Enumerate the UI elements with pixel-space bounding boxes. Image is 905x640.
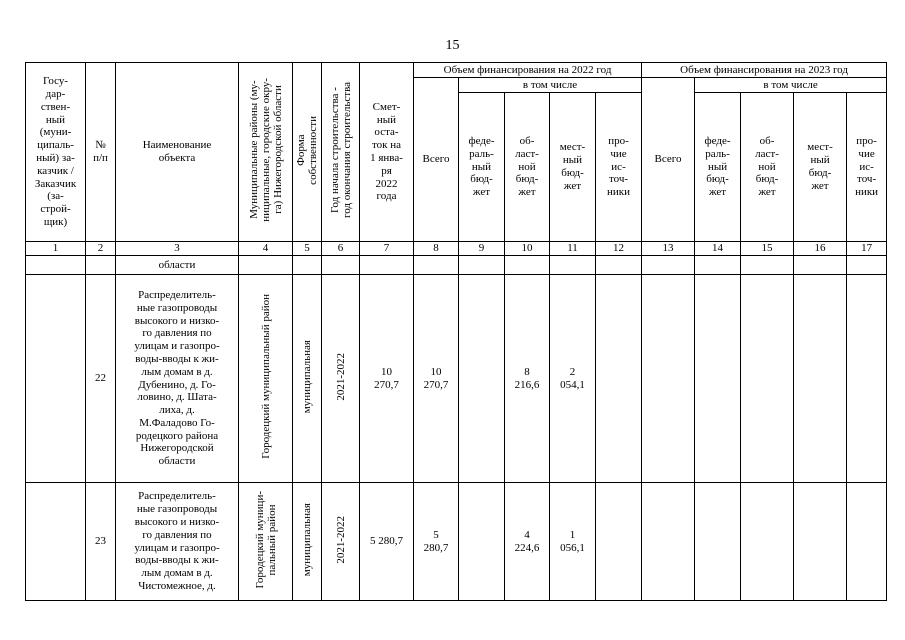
- years-cell: [322, 483, 360, 601]
- header-funding-2023: Объем финансирования на 2023 год: [642, 63, 887, 78]
- column-number: 8: [414, 242, 459, 256]
- federal-2022-value: [459, 483, 505, 601]
- header-years: [322, 63, 360, 242]
- object-name: Распределитель- ные газопроводы высокого и низко- го давления по улицам и газопро- воды-вводы к жи- лым домам в д. Дубенино, д. Го- ловино, д. Шата- лиха, д. М.Фаладово Го- родецкого района Нижегородской области: [116, 275, 239, 483]
- table-cell: [86, 256, 116, 275]
- table-cell: [847, 256, 887, 275]
- total-2022-value: 5 280,7: [414, 483, 459, 601]
- header-districts: [239, 63, 293, 242]
- federal-2022-value: [459, 275, 505, 483]
- table-cell: [26, 275, 86, 483]
- estimate-value: 5 280,7: [360, 483, 414, 601]
- column-number: 5: [293, 242, 322, 256]
- table-cell: [847, 275, 887, 483]
- table-cell: [642, 256, 695, 275]
- other-2022-value: [596, 275, 642, 483]
- table-cell: [741, 275, 794, 483]
- district-cell: [239, 483, 293, 601]
- regional-2022-value: 4 224,6: [505, 483, 550, 601]
- table-cell: [695, 256, 741, 275]
- header-local-2023: мест- ный бюд- жет: [794, 93, 847, 242]
- column-number: 4: [239, 242, 293, 256]
- column-number: 9: [459, 242, 505, 256]
- table-cell: [360, 256, 414, 275]
- table-cell: [695, 275, 741, 483]
- header-object-name: Наименование объекта: [116, 63, 239, 242]
- header-ownership: [293, 63, 322, 242]
- other-2022-value: [596, 483, 642, 601]
- column-number-row: [26, 242, 887, 256]
- ownership-text: муниципальная: [301, 339, 313, 414]
- table-cell: [794, 256, 847, 275]
- table-cell: [414, 256, 459, 275]
- header-other-2023: про- чие ис- точ- ники: [847, 93, 887, 242]
- page-number: 15: [445, 38, 460, 53]
- district-text: Городецкий муници- пальный район: [253, 490, 278, 589]
- table-cell: [642, 483, 695, 601]
- header-federal-2022: феде- раль- ный бюд- жет: [459, 93, 505, 242]
- regional-2022-value: 8 216,6: [505, 275, 550, 483]
- years-text: 2021-2022: [334, 352, 347, 401]
- table-cell: [741, 256, 794, 275]
- column-number: 17: [847, 242, 887, 256]
- header-federal-2023: феде- раль- ный бюд- жет: [695, 93, 741, 242]
- column-number: 10: [505, 242, 550, 256]
- column-number: 12: [596, 242, 642, 256]
- column-number: 11: [550, 242, 596, 256]
- table-cell: [239, 256, 293, 275]
- header-including-2022: в том числе: [459, 78, 642, 93]
- ownership-cell: [293, 275, 322, 483]
- header-other-2022: про- чие ис- точ- ники: [596, 93, 642, 242]
- years-cell: [322, 275, 360, 483]
- column-number: 1: [26, 242, 86, 256]
- table-cell: [596, 256, 642, 275]
- column-number: 16: [794, 242, 847, 256]
- local-2022-value: 1 056,1: [550, 483, 596, 601]
- header-regional-2023: об- ласт- ной бюд- жет: [741, 93, 794, 242]
- header-regional-2022: об- ласт- ной бюд- жет: [505, 93, 550, 242]
- table-cell: [459, 256, 505, 275]
- row-number: 22: [86, 275, 116, 483]
- table-cell: [847, 483, 887, 601]
- table-cell: [293, 256, 322, 275]
- row-number: 23: [86, 483, 116, 601]
- header-customer: Госу- дар- ствен- ный (муни- ципаль- ный) за- казчик / Заказчик (за- строй- щик): [26, 63, 86, 242]
- header-years-text: Год начала строительства - год окончания строительства: [328, 82, 353, 219]
- table-cell: [794, 483, 847, 601]
- district-text: Городецкий муниципальный район: [259, 294, 272, 459]
- header-districts-text: Муниципальные районы (му- ниципальные, городские окру- га) Нижегородской области: [247, 78, 284, 222]
- column-number: 3: [116, 242, 239, 256]
- continuation-row: [26, 256, 887, 275]
- header-funding-2022: Объем финансирования на 2022 год: [414, 63, 642, 78]
- column-number: 6: [322, 242, 360, 256]
- table-row: [26, 275, 887, 483]
- table-cell: [26, 483, 86, 601]
- years-text: 2021-2022: [334, 515, 347, 564]
- header-total-2023: Всего: [642, 78, 695, 242]
- district-cell: [239, 275, 293, 483]
- table-cell: [642, 275, 695, 483]
- header-total-2022: Всего: [414, 78, 459, 242]
- header-estimate: Смет- ный оста- ток на 1 янва- ря 2022 года: [360, 63, 414, 242]
- column-number: 13: [642, 242, 695, 256]
- column-number: 15: [741, 242, 794, 256]
- table-cell: [550, 256, 596, 275]
- ownership-text: муниципальная: [301, 502, 313, 577]
- column-number: 2: [86, 242, 116, 256]
- column-number: 14: [695, 242, 741, 256]
- header-including-2023: в том числе: [695, 78, 887, 93]
- table-cell: [695, 483, 741, 601]
- total-2022-value: 10 270,7: [414, 275, 459, 483]
- table-cell: [794, 275, 847, 483]
- column-number: 7: [360, 242, 414, 256]
- header-number: № п/п: [86, 63, 116, 242]
- local-2022-value: 2 054,1: [550, 275, 596, 483]
- table-cell: [322, 256, 360, 275]
- table-cell: [741, 483, 794, 601]
- estimate-value: 10 270,7: [360, 275, 414, 483]
- ownership-cell: [293, 483, 322, 601]
- table-row: [26, 483, 887, 601]
- funding-table: [25, 62, 887, 601]
- continuation-text: области: [116, 256, 239, 275]
- table-cell: [505, 256, 550, 275]
- header-row-1: [26, 63, 887, 78]
- table-cell: [26, 256, 86, 275]
- object-name: Распределитель- ные газопроводы высокого и низко- го давления по улицам и газопро- воды-вводы к жи- лым домам в д. Чистомежное, д.: [116, 483, 239, 601]
- header-local-2022: мест- ный бюд- жет: [550, 93, 596, 242]
- header-ownership-text: Форма собственности: [295, 115, 319, 185]
